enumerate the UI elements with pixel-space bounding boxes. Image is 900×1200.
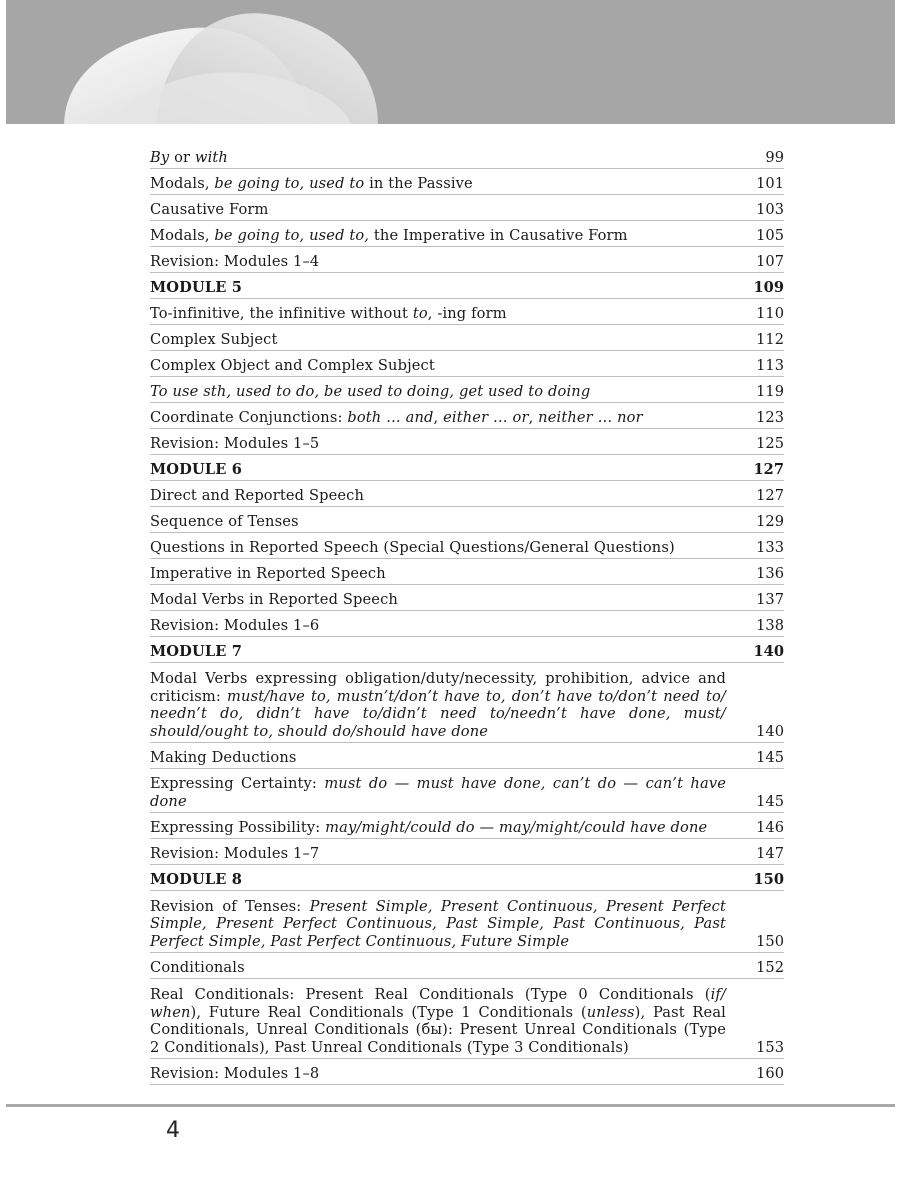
toc-entry-title: Real Conditionals: Present Real Conditionals (Type 0 Conditionals (if/ when), Future Real Conditionals (Type 1 Conditionals (unless), Past Real Conditionals, Unreal Conditionals (бы): Present Unreal Conditionals (Type 2 Conditionals), Past Unreal Conditionals (Type 3 Conditionals)	[150, 986, 726, 1056]
toc-entry	[150, 585, 784, 611]
toc-entry-title: Coordinate Conjunctions: both … and, either … or, neither … nor	[150, 408, 643, 426]
toc-entry-title: Revision of Tenses: Present Simple, Present Continuous, Present Perfect Simple, Present Perfect Continuous, Past Simple, Past Continuous, Past Perfect Simple, Past Perfect Continuous, Future Simple	[150, 897, 727, 950]
toc-entry-title: Revision: Modules 1–5	[150, 434, 320, 452]
toc-entry-page: 147	[756, 844, 784, 862]
toc-entry-title: Modals, be going to, used to, the Imperative in Causative Form	[150, 226, 628, 244]
toc-entry-title: MODULE 5	[150, 278, 243, 296]
toc-entry-page: 129	[756, 512, 784, 530]
toc-entry-title: To-infinitive, the infinitive without to, -ing form	[150, 304, 507, 322]
toc-module-heading	[150, 273, 784, 299]
toc-entry-page: 127	[753, 460, 784, 478]
toc-entry-page: 133	[756, 538, 784, 556]
table-of-contents	[150, 143, 784, 1085]
toc-entry-title: By or with	[150, 148, 228, 166]
toc-entry	[150, 195, 784, 221]
toc-entry	[150, 839, 784, 865]
toc-entry	[150, 891, 784, 953]
toc-entry-page: 105	[756, 226, 784, 244]
header-decorative-band	[6, 0, 895, 124]
toc-entry	[150, 559, 784, 585]
toc-entry-title: Causative Form	[150, 200, 269, 218]
toc-entry	[150, 769, 784, 813]
toc-entry-title: Complex Object and Complex Subject	[150, 356, 435, 374]
toc-entry-title: MODULE 6	[150, 460, 243, 478]
toc-entry	[150, 481, 784, 507]
toc-entry-title: Revision: Modules 1–4	[150, 252, 320, 270]
toc-entry	[150, 325, 784, 351]
toc-entry-title: Revision: Modules 1–8	[150, 1064, 320, 1082]
toc-entry	[150, 403, 784, 429]
toc-entry	[150, 299, 784, 325]
toc-entry-page: 113	[756, 356, 784, 374]
toc-entry-title: Modals, be going to, used to in the Passive	[150, 174, 473, 192]
toc-entry-title: Modal Verbs in Reported Speech	[150, 590, 398, 608]
toc-entry	[150, 507, 784, 533]
toc-entry-title: Conditionals	[150, 958, 245, 976]
toc-entry	[150, 979, 784, 1059]
toc-entry-title: Modal Verbs expressing obligation/duty/necessity, prohibition, advice and criticism: must/have to, mustn’t/don’t have to, don’t have to/don’t need to/ needn’t do, didn’t have to/didn’t need to/needn’t have done, must/ should/ought to, should do/should have done	[150, 670, 726, 740]
toc-entry-title: Revision: Modules 1–6	[150, 616, 320, 634]
toc-entry-page: 145	[756, 792, 784, 810]
toc-entry	[150, 247, 784, 273]
toc-entry-page: 127	[756, 486, 784, 504]
toc-entry	[150, 429, 784, 455]
toc-entry-page: 99	[765, 148, 784, 166]
toc-entry-page: 140	[753, 642, 784, 660]
toc-entry-page: 146	[756, 818, 784, 836]
toc-entry-title: Sequence of Tenses	[150, 512, 299, 530]
toc-entry-title: Revision: Modules 1–7	[150, 844, 320, 862]
toc-entry-title: Expressing Possibility: may/might/could do — may/might/could have done	[150, 818, 708, 836]
toc-entry-page: 150	[753, 870, 784, 888]
toc-module-heading	[150, 455, 784, 481]
toc-entry	[150, 143, 784, 169]
toc-entry-page: 103	[756, 200, 784, 218]
toc-entry-title: Complex Subject	[150, 330, 278, 348]
toc-entry-page: 150	[756, 932, 784, 950]
abstract-petal-graphic	[6, 0, 895, 124]
toc-entry-page: 160	[756, 1064, 784, 1082]
toc-entry-title: Imperative in Reported Speech	[150, 564, 386, 582]
toc-entry-page: 140	[756, 722, 784, 740]
toc-entry-title: Direct and Reported Speech	[150, 486, 365, 504]
toc-entry-page: 153	[756, 1038, 784, 1056]
toc-entry	[150, 663, 784, 743]
toc-entry	[150, 1059, 784, 1085]
toc-entry-page: 136	[756, 564, 784, 582]
toc-entry	[150, 169, 784, 195]
toc-entry	[150, 611, 784, 637]
toc-entry	[150, 813, 784, 839]
footer-divider	[6, 1104, 895, 1107]
toc-entry-page: 107	[756, 252, 784, 270]
toc-entry-page: 137	[756, 590, 784, 608]
toc-entry-title: MODULE 8	[150, 870, 243, 888]
toc-entry-page: 125	[756, 434, 784, 452]
toc-entry-title: To use sth, used to do, be used to doing, get used to doing	[150, 382, 591, 400]
toc-entry-page: 123	[756, 408, 784, 426]
toc-entry-page: 109	[753, 278, 784, 296]
toc-entry-title: Expressing Certainty: must do — must have done, can’t do — can’t have done	[150, 775, 726, 810]
toc-entry-title: MODULE 7	[150, 642, 243, 660]
toc-entry-page: 101	[756, 174, 784, 192]
toc-entry-page: 145	[756, 748, 784, 766]
toc-entry-page: 112	[756, 330, 784, 348]
toc-entry-title: Making Deductions	[150, 748, 297, 766]
toc-entry-page: 119	[756, 382, 784, 400]
toc-entry-page: 138	[756, 616, 784, 634]
toc-module-heading	[150, 637, 784, 663]
toc-entry	[150, 953, 784, 979]
toc-entry	[150, 377, 784, 403]
page-number: 4	[166, 1118, 180, 1143]
toc-entry	[150, 221, 784, 247]
toc-entry	[150, 743, 784, 769]
toc-entry	[150, 351, 784, 377]
toc-module-heading	[150, 865, 784, 891]
toc-entry	[150, 533, 784, 559]
toc-entry-title: Questions in Reported Speech (Special Questions/General Questions)	[150, 538, 675, 556]
toc-entry-page: 152	[756, 958, 784, 976]
toc-entry-page: 110	[756, 304, 784, 322]
